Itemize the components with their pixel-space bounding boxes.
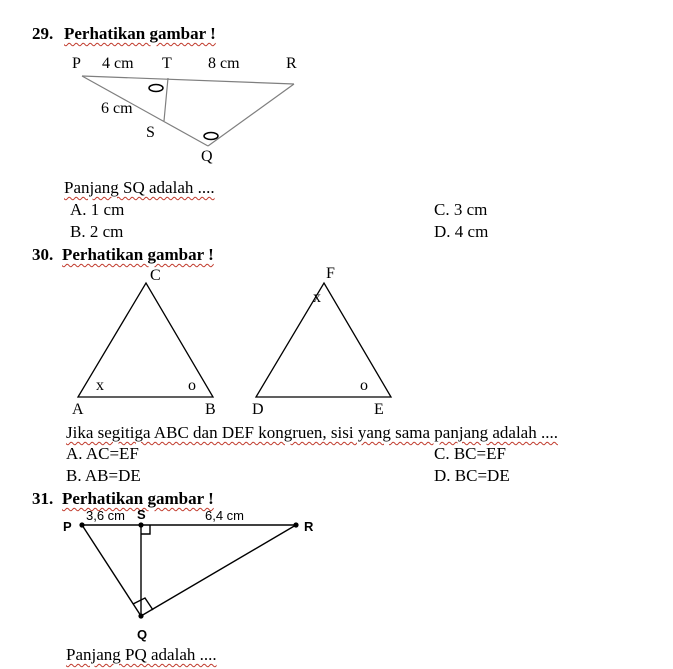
q31-question: Panjang PQ adalah .... — [66, 645, 217, 664]
q31-label-r: R — [304, 519, 314, 534]
q30-option-c: C. BC=EF — [434, 444, 506, 463]
q29-label-r: R — [286, 55, 297, 72]
q31-side-pq — [82, 525, 141, 616]
q29-option-d: D. 4 cm — [434, 222, 489, 241]
q31-label-ps: 3,6 cm — [86, 508, 126, 523]
q31-label-q: Q — [137, 627, 148, 642]
q31-point-r — [293, 522, 298, 527]
q29-option-a: A. 1 cm — [70, 200, 125, 219]
q30-label-a: A — [72, 401, 84, 418]
q30-label-b: B — [205, 401, 216, 418]
q31-label-sr: 6,4 cm — [205, 508, 245, 523]
q29-label-pt: 4 cm — [102, 55, 134, 72]
q30-label-o1: o — [188, 377, 196, 394]
q30-label-d: D — [252, 401, 264, 418]
q29-label-ps: 6 cm — [101, 100, 133, 117]
q30-label-o2: o — [360, 377, 368, 394]
q31-point-q — [138, 613, 143, 618]
q30-option-a: A. AC=EF — [66, 444, 139, 463]
q30-question: Jika segitiga ABC dan DEF kongruen, sisi yang sama panjang adalah .... — [66, 423, 558, 442]
q29-label-tr: 8 cm — [208, 55, 240, 72]
q29-option-b: B. 2 cm — [70, 222, 124, 241]
q31-side-rq — [141, 525, 296, 616]
q30-label-c: C — [150, 267, 161, 284]
q29-label-q: Q — [201, 148, 213, 165]
q31-number: 31. — [32, 489, 54, 508]
q30-option-d: D. BC=DE — [434, 466, 510, 485]
q29-label-t: T — [162, 55, 172, 72]
q30-option-b: B. AB=DE — [66, 466, 141, 485]
q31-point-p — [79, 522, 84, 527]
q31-label-s: S — [137, 507, 146, 522]
q30-prompt: Perhatikan gambar ! — [62, 245, 214, 264]
q30-label-x2: x — [313, 289, 321, 306]
q30-label-x1: x — [96, 377, 104, 394]
q31-label-p: P — [63, 519, 72, 534]
q30-number: 30. — [32, 245, 54, 264]
q30-label-f: F — [326, 265, 335, 282]
q29-label-p: P — [72, 55, 81, 72]
q29-prompt: Perhatikan gambar ! — [64, 24, 216, 43]
q29-option-c: C. 3 cm — [434, 200, 488, 219]
q31-point-s — [138, 522, 143, 527]
q29-number: 29. — [32, 24, 54, 43]
q29-label-s: S — [146, 124, 155, 141]
q31-prompt: Perhatikan gambar ! — [62, 489, 214, 508]
q30-label-e: E — [374, 401, 384, 418]
q29-question: Panjang SQ adalah .... — [64, 178, 215, 197]
